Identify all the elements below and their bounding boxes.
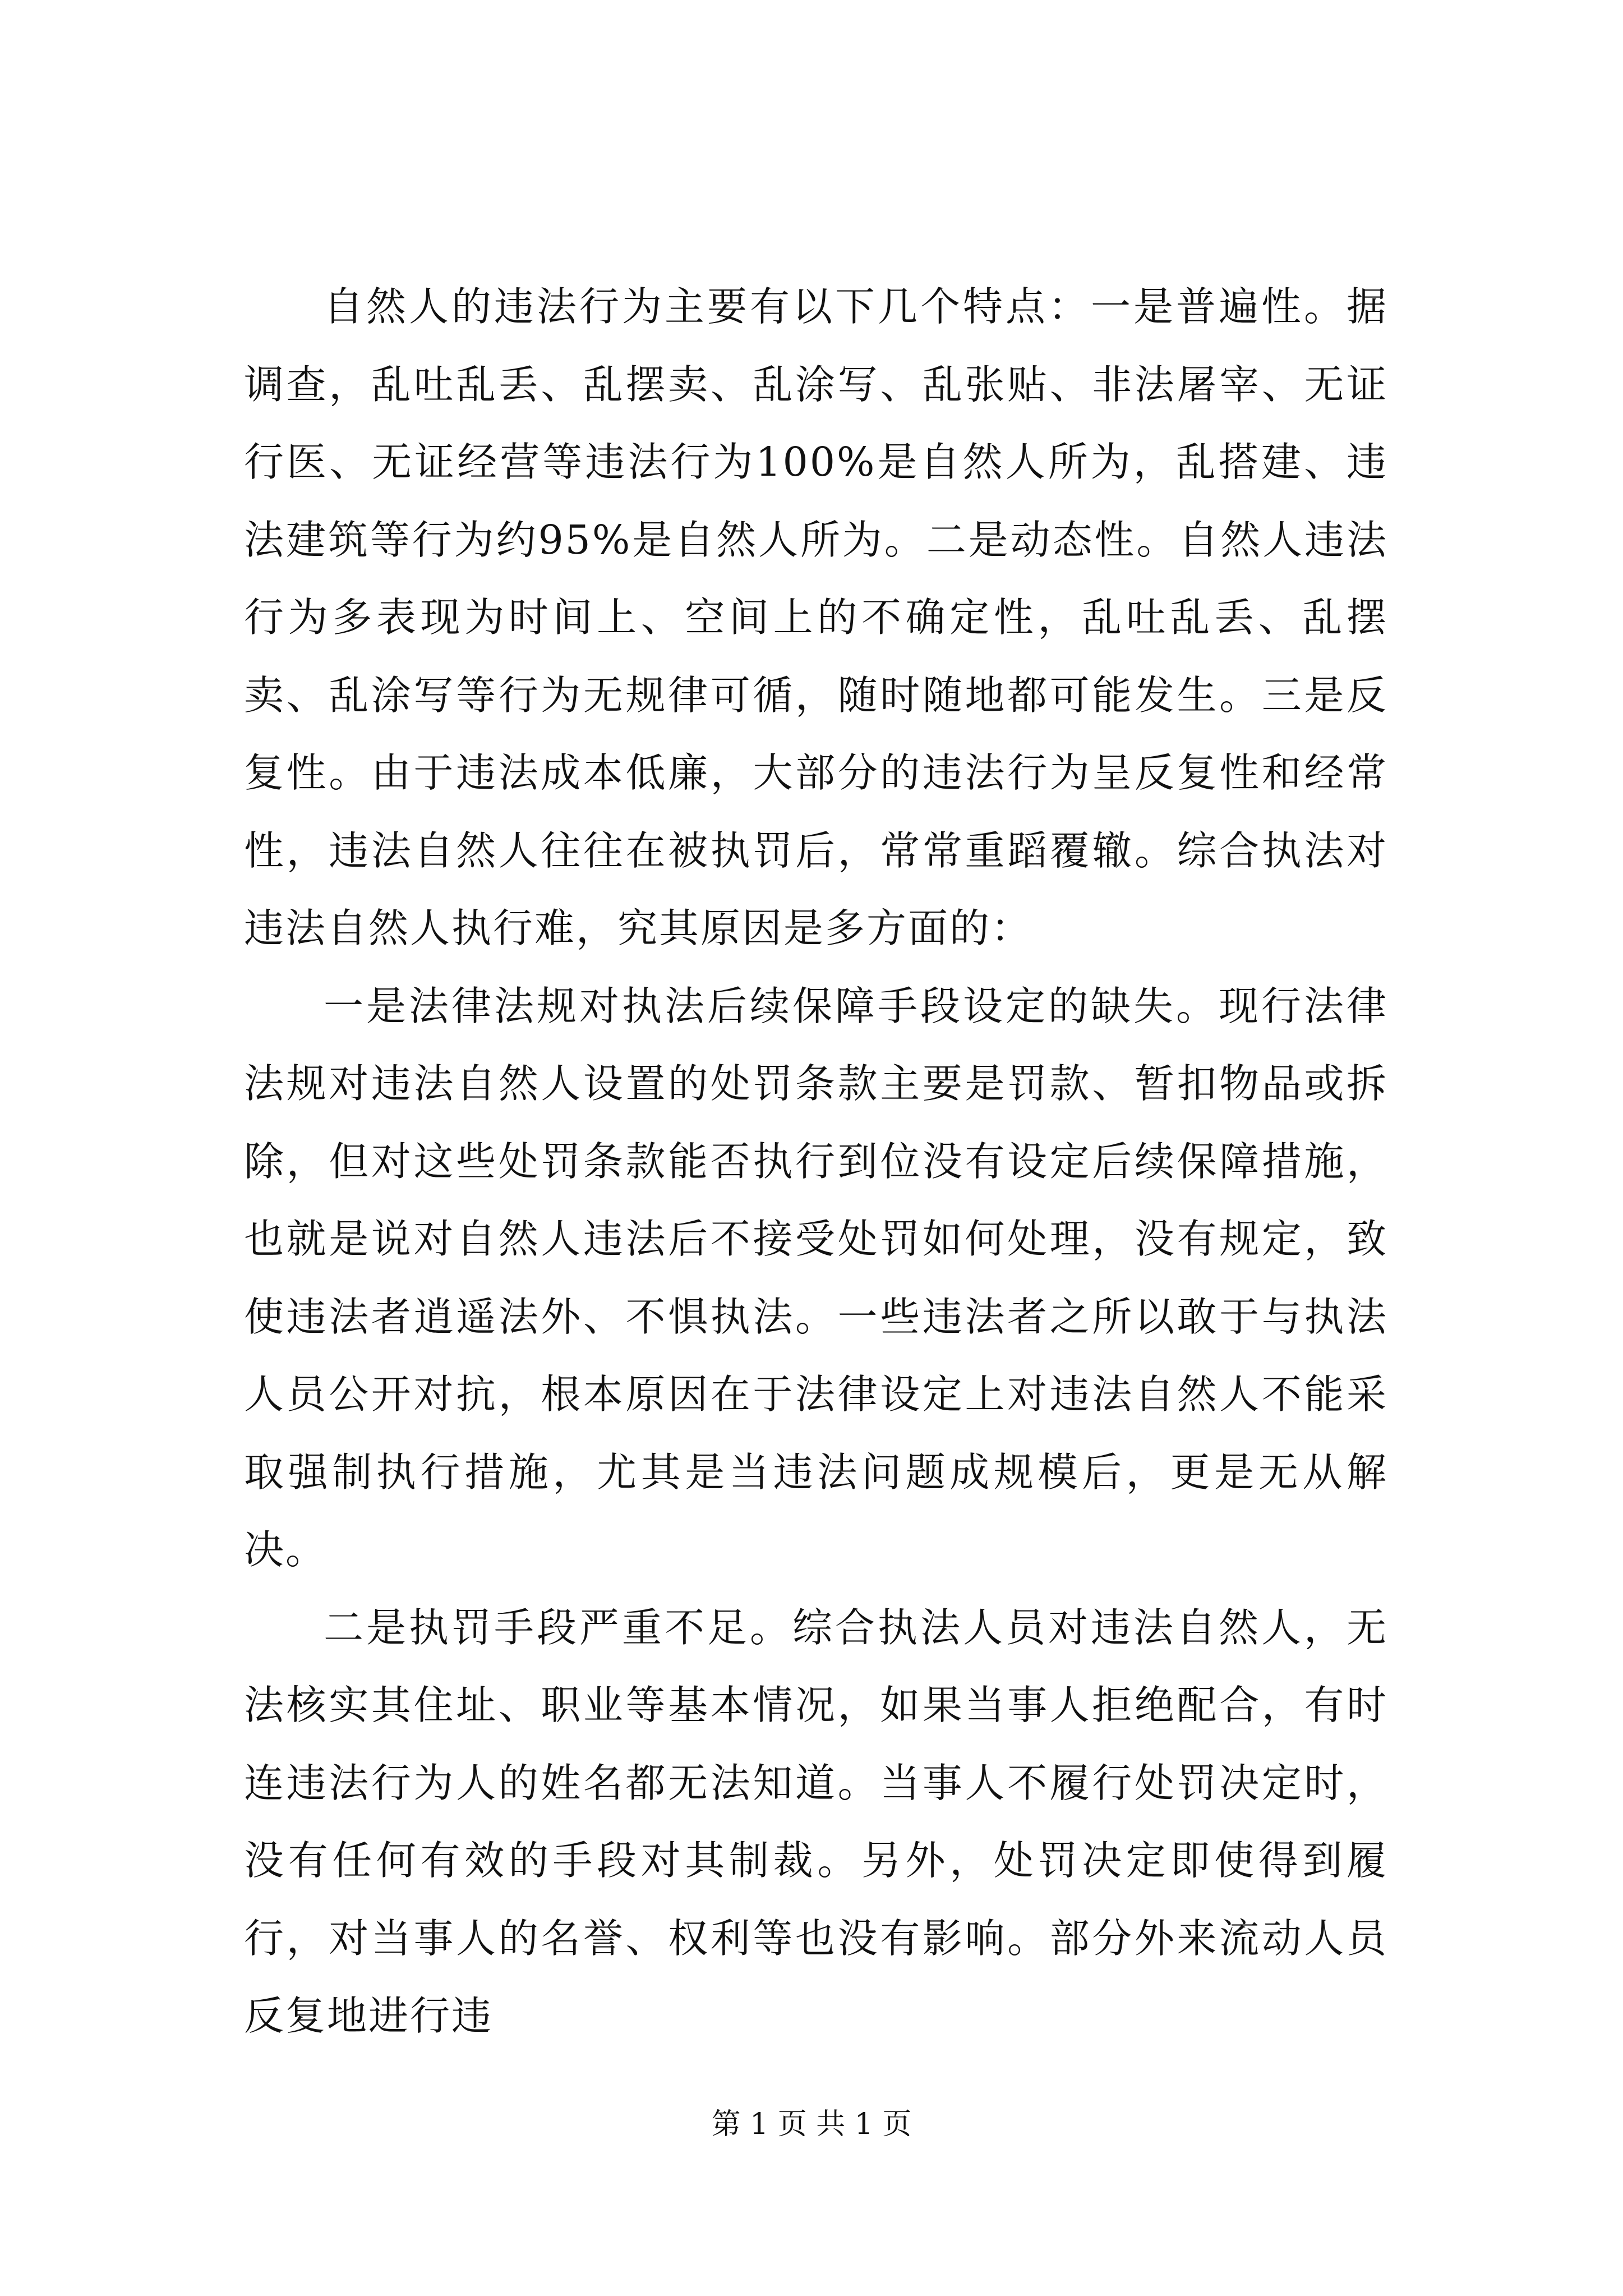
paragraph-legal-gaps: 一是法律法规对执法后续保障手段设定的缺失。现行法律法规对违法自然人设置的处罚条款主要是罚款、暂扣物品或拆除，但对这些处罚条款能否执行到位没有设定后续保障措施，也就是说对自然人违法后不接受处罚如何处理，没有规定，致使违法者逍遥法外、不惧执法。一些违法者之所以敢于与执法人员公开对抗，根本原因在于法律设定上对违法自然人不能采取强制执行措施，尤其是当违法问题成规模后，更是无从解决。 <box>244 982 1388 1573</box>
document-body <box>244 268 1388 2055</box>
page-footer: 第 1 页 共 1 页 <box>711 2108 912 2141</box>
paragraph-characteristics: 自然人的违法行为主要有以下几个特点：一是普遍性。据调查，乱吐乱丢、乱摆卖、乱涂写、乱张贴、非法屠宰、无证行医、无证经营等违法行为100%是自然人所为，乱搭建、违法建筑等行为约95%是自然人所为。二是动态性。自然人违法行为多表现为时间上、空间上的不确定性，乱吐乱丢、乱摆卖、乱涂写等行为无规律可循，随时随地都可能发生。三是反复性。由于违法成本低廉，大部分的违法行为呈反复性和经常性，违法自然人往往在被执罚后，常常重蹈覆辙。综合执法对违法自然人执行难，究其原因是多方面的： <box>244 283 1388 951</box>
paragraph-enforcement-means: 二是执罚手段严重不足。综合执法人员对违法自然人，无法核实其住址、职业等基本情况，如果当事人拒绝配合，有时连违法行为人的姓名都无法知道。当事人不履行处罚决定时，没有任何有效的手段对其制裁。另外，处罚决定即使得到履行，对当事人的名誉、权利等也没有影响。部分外来流动人员反复地进行违 <box>244 1604 1388 2039</box>
